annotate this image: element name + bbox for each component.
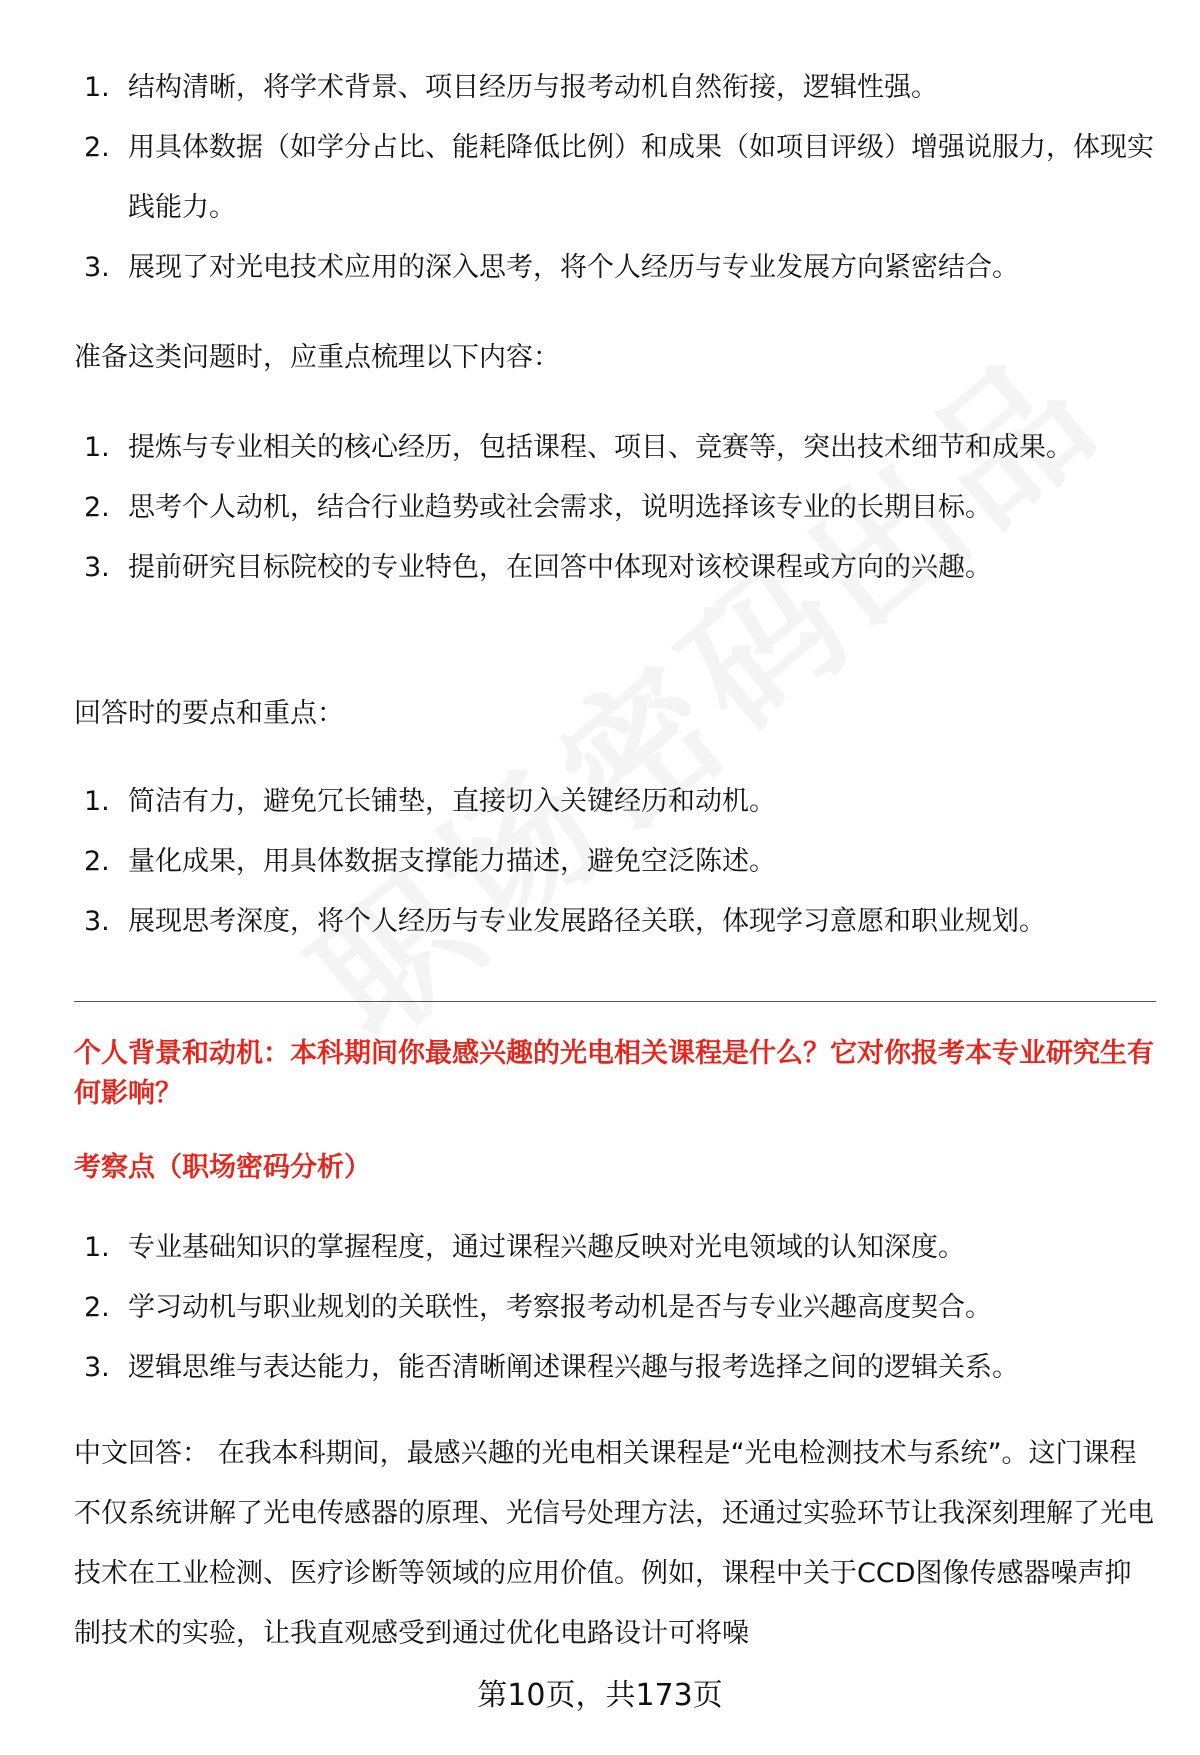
list-text: 提前研究目标院校的专业特色，在回答中体现对该校课程或方向的兴趣。 [128,552,992,583]
list-text: 思考个人动机，结合行业趋势或社会需求，说明选择该专业的长期目标。 [128,492,992,523]
list-item [74,1278,1154,1338]
list-text: 用具体数据（如学分占比、能耗降低比例）和成果（如项目评级）增强说服力，体现实践能力。 [128,132,1154,223]
list-number: 2. [84,492,110,523]
list-item [74,478,1154,538]
evaluation-list [74,58,1154,298]
list-text: 展现了对光电技术应用的深入思考，将个人经历与专业发展方向紧密结合。 [128,252,1019,283]
list-number: 2. [84,132,110,163]
list-item [74,418,1154,478]
list-item [74,832,1154,892]
list-number: 1. [84,432,110,463]
list-item [74,1218,1154,1278]
list-text: 学习动机与职业规划的关联性，考察报考动机是否与专业兴趣高度契合。 [128,1292,992,1323]
list-number: 1. [84,72,110,103]
answer-tips-list [74,772,1154,952]
list-number: 3. [84,906,110,937]
list-item [74,58,1154,118]
prepare-list [74,418,1154,598]
chinese-answer: 中文回答： 在我本科期间，最感兴趣的光电相关课程是“光电检测技术与系统”。这门课程不仅系统讲解了光电传感器的原理、光信号处理方法，还通过实验环节让我深刻理解了光电技术在工业检测、医疗诊断等领域的应用价值。例如，课程中关于CCD图像传感器噪声抑制技术的实验，让我直观感受到通过优化电路设计可将噪 [74,1438,1154,1649]
list-number: 2. [84,846,110,877]
question-heading: 个人背景和动机：本科期间你最感兴趣的光电相关课程是什么？它对你报考本专业研究生有何影响？ [74,1038,1154,1109]
list-item [74,118,1154,238]
page-footer: 第10页，共173页 [477,1678,723,1713]
analysis-list [74,1218,1154,1398]
list-text: 结构清晰，将学术背景、项目经历与报考动机自然衔接，逻辑性强。 [128,72,938,103]
list-text: 展现思考深度，将个人经历与专业发展路径关联，体现学习意愿和职业规划。 [128,906,1046,937]
list-number: 1. [84,1232,110,1263]
list-item [74,1338,1154,1398]
list-text: 专业基础知识的掌握程度，通过课程兴趣反映对光电领域的认知深度。 [128,1232,965,1263]
list-item [74,772,1154,832]
prepare-intro: 准备这类问题时，应重点梳理以下内容： [74,342,560,373]
list-text: 简洁有力，避免冗长铺垫，直接切入关键经历和动机。 [128,786,776,817]
list-number: 2. [84,1292,110,1323]
analysis-heading: 考察点（职场密码分析） [74,1152,371,1183]
list-text: 量化成果，用具体数据支撑能力描述，避免空泛陈述。 [128,846,776,877]
list-number: 3. [84,252,110,283]
list-item [74,538,1154,598]
list-number: 1. [84,786,110,817]
list-number: 3. [84,1352,110,1383]
section-divider [74,1001,1156,1002]
answer-tips-intro: 回答时的要点和重点： [74,698,344,729]
list-item [74,892,1154,952]
list-text: 提炼与专业相关的核心经历，包括课程、项目、竞赛等，突出技术细节和成果。 [128,432,1073,463]
list-number: 3. [84,552,110,583]
list-item [74,238,1154,298]
list-text: 逻辑思维与表达能力，能否清晰阐述课程兴趣与报考选择之间的逻辑关系。 [128,1352,1019,1383]
